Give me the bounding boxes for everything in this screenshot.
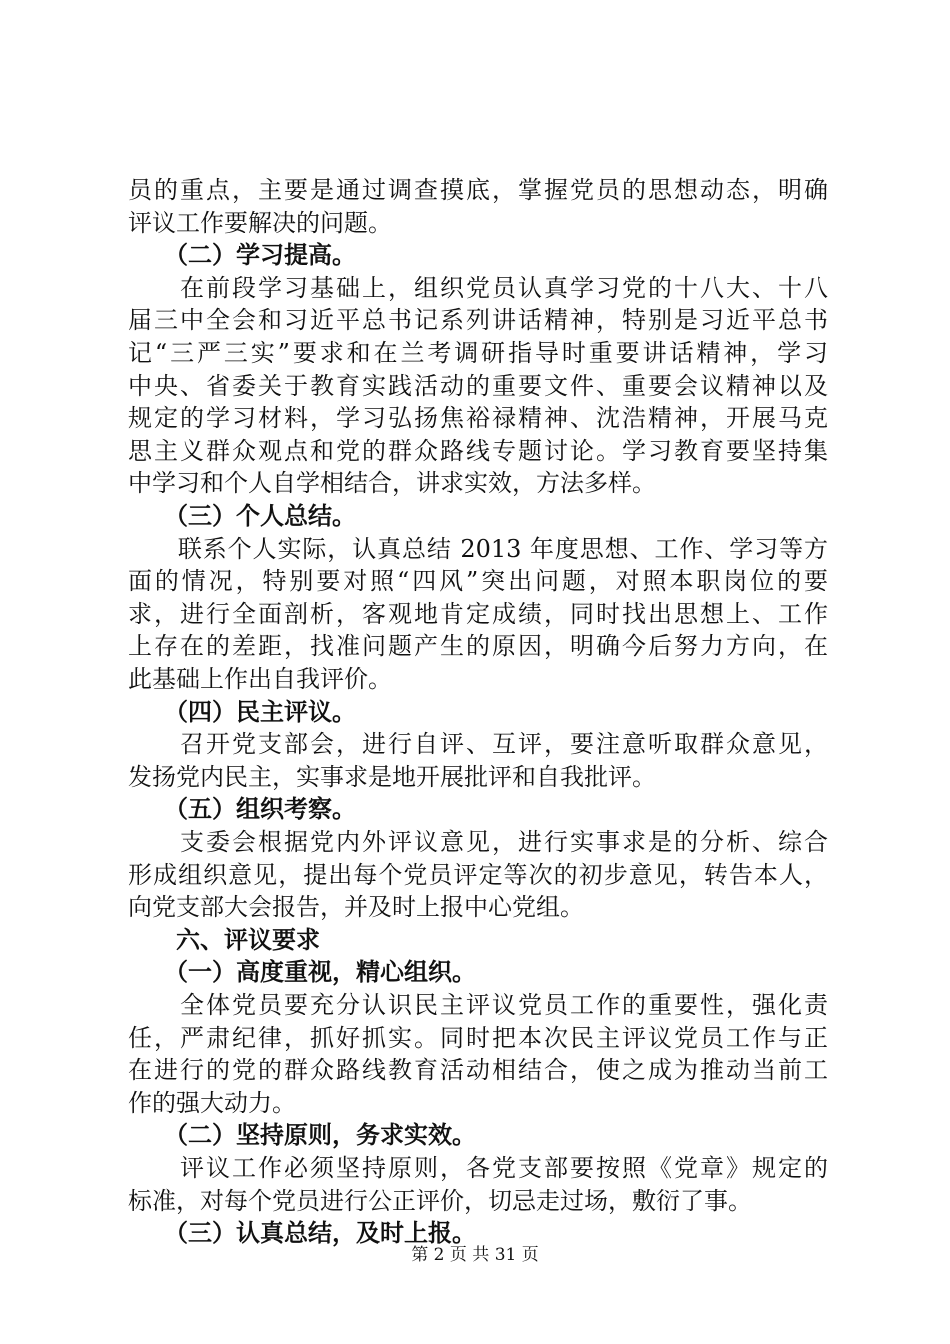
text-line: 员的重点，主要是通过调查摸底，掌握党员的思想动态，明确 [128,176,828,204]
text-line: 面的情况，特别要对照“四风”突出问题，对照本职岗位的要 [128,567,828,596]
text-line: 此基础上作出自我评价。 [128,665,392,693]
section-heading: （二）学习提高。 [128,241,356,270]
text-line: 召开党支部会，进行自评、互评，要注意听取群众意见， [128,730,828,759]
text-line: 评议工作必须坚持原则，各党支部要按照《党章》规定的 [128,1154,828,1182]
section-heading: （五）组织考察。 [128,795,356,824]
section-heading: （四）民主评议。 [128,697,356,726]
text-line: 中学习和个人自学相结合，讲求实效，方法多样。 [128,469,656,498]
text-line: 发扬党内民主，实事求是地开展批评和自我批评。 [128,762,656,791]
text-line: 联系个人实际，认真总结 2013 年度思想、工作、学习等方 [128,534,828,563]
text-line: 标准，对每个党员进行公正评价，切忌走过场，敷衍了事。 [128,1186,752,1215]
section-heading: 六、评议要求 [128,925,320,954]
section-heading: （一）高度重视，精心组织。 [128,958,476,987]
text-line: 规定的学习材料，学习弘扬焦裕禄精神、沈浩精神，开展马克 [128,404,828,433]
text-line: 上存在的差距，找准问题产生的原因，明确今后努力方向，在 [128,632,828,661]
text-line: 任，严肃纪律，抓好抓实。同时把本次民主评议党员工作与正 [128,1023,828,1052]
text-line: 评议工作要解决的问题。 [128,208,392,237]
text-line: 向党支部大会报告，并及时上报中心党组。 [128,893,584,922]
text-line: 记“三严三实”要求和在兰考调研指导时重要讲话精神，学习 [128,339,828,367]
text-line: 届三中全会和习近平总书记系列讲话精神，特别是习近平总书 [128,306,828,335]
text-line: 中央、省委关于教育实践活动的重要文件、重要会议精神以及 [128,371,828,400]
text-line: 作的强大动力。 [128,1088,296,1117]
text-line: 全体党员要充分认识民主评议党员工作的重要性，强化责 [128,991,828,1019]
text-line: 求，进行全面剖析，客观地肯定成绩，同时找出思想上、工作 [128,599,828,628]
section-heading: （三）认真总结，及时上报。 [128,1219,476,1248]
section-heading: （三）个人总结。 [128,502,356,530]
page-footer: 第 2 页 共 31 页 [411,1245,539,1265]
text-line: 在前段学习基础上，组织党员认真学习党的十八大、十八 [128,273,828,302]
text-line: 形成组织意见，提出每个党员评定等次的初步意见，转告本人， [128,860,828,889]
text-line: 在进行的党的群众路线教育活动相结合，使之成为推动当前工 [128,1056,828,1085]
section-heading: （二）坚持原则，务求实效。 [128,1121,476,1150]
text-line: 思主义群众观点和党的群众路线专题讨论。学习教育要坚持集 [128,436,828,465]
text-line: 支委会根据党内外评议意见，进行实事求是的分析、综合 [128,828,828,856]
